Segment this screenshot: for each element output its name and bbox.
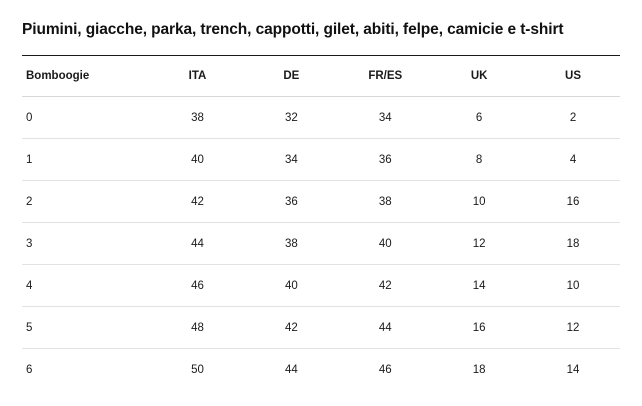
cell-brand-size: 6	[26, 363, 33, 376]
cell-us: 14	[566, 363, 580, 376]
cell-us: 2	[526, 97, 620, 139]
cell-brand-size: 5	[22, 307, 151, 349]
cell-ita: 48	[151, 307, 245, 349]
cell-de: 34	[244, 139, 338, 181]
column-header-de: DE	[244, 56, 338, 97]
column-header-us: US	[526, 56, 620, 97]
cell-fres: 34	[338, 97, 432, 139]
cell-de: 38	[244, 223, 338, 265]
cell-fres: 44	[338, 307, 432, 349]
cell-brand-size: 1	[22, 139, 151, 181]
column-header-uk: UK	[432, 56, 526, 97]
cell-ita: 46	[151, 265, 245, 307]
cell-fres: 38	[338, 181, 432, 223]
table-row	[22, 139, 620, 181]
cell-ita: 42	[151, 181, 245, 223]
cell-uk: 8	[432, 139, 526, 181]
table-body	[22, 97, 620, 391]
cell-ita: 40	[151, 139, 245, 181]
cell-fres: 46	[378, 363, 392, 376]
column-header-ita: ITA	[151, 56, 245, 97]
table-row	[22, 223, 620, 265]
table-row	[22, 307, 620, 349]
cell-de: 44	[284, 363, 298, 376]
cell-fres: 36	[338, 139, 432, 181]
size-conversion-table	[22, 55, 620, 390]
cell-ita: 44	[151, 223, 245, 265]
cell-fres: 40	[338, 223, 432, 265]
cell-de: 40	[244, 265, 338, 307]
cell-de: 36	[244, 181, 338, 223]
cell-uk: 10	[432, 181, 526, 223]
table-row	[22, 349, 620, 391]
table-header-row	[22, 56, 620, 97]
table-header	[22, 56, 620, 97]
column-header-fres: FR/ES	[338, 56, 432, 97]
cell-us: 16	[526, 181, 620, 223]
cell-brand-size: 4	[22, 265, 151, 307]
page-title: Piumini, giacche, parka, trench, cappotti, gilet, abiti, felpe, camicie e t-shirt	[22, 21, 564, 38]
cell-brand-size: 0	[22, 97, 151, 139]
cell-us: 4	[526, 139, 620, 181]
column-header-brand: Bomboogie	[22, 56, 151, 97]
cell-de: 32	[244, 97, 338, 139]
cell-us: 18	[526, 223, 620, 265]
table-row	[22, 97, 620, 139]
cell-uk: 12	[432, 223, 526, 265]
cell-uk: 6	[432, 97, 526, 139]
cell-us: 12	[526, 307, 620, 349]
cell-uk: 14	[432, 265, 526, 307]
cell-brand-size: 3	[22, 223, 151, 265]
cell-us: 10	[526, 265, 620, 307]
cell-uk: 18	[472, 363, 486, 376]
table-row	[22, 181, 620, 223]
cell-uk: 16	[432, 307, 526, 349]
table-row	[22, 265, 620, 307]
cell-de: 42	[244, 307, 338, 349]
cell-brand-size: 2	[22, 181, 151, 223]
cell-ita: 50	[191, 363, 204, 376]
cell-ita: 38	[151, 97, 245, 139]
cell-fres: 42	[338, 265, 432, 307]
